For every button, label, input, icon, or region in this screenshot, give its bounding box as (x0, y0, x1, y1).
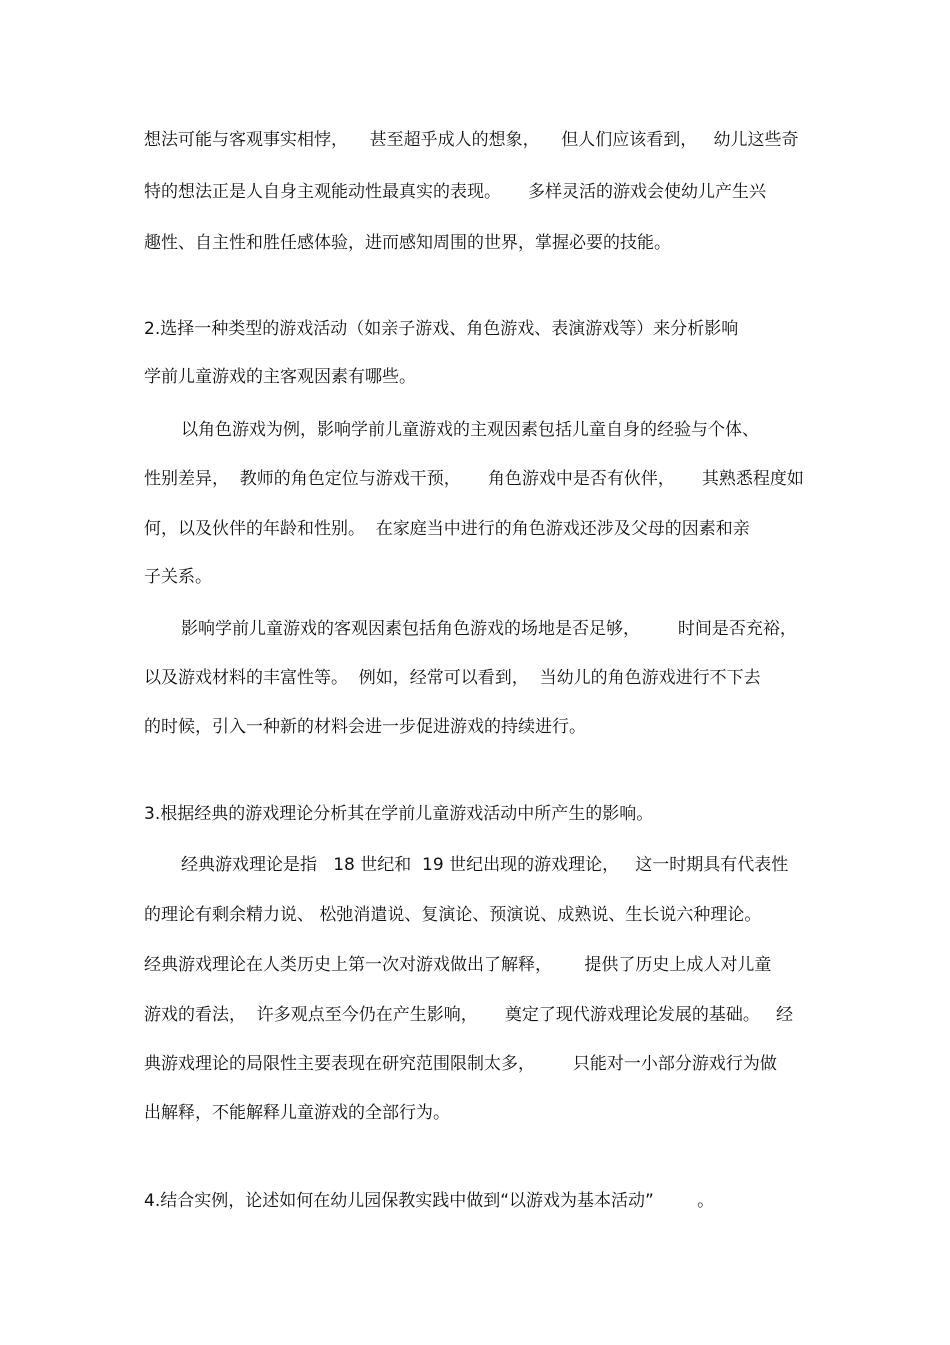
question-heading: 2.选择一种类型的游戏活动（如亲子游戏、角色游戏、表演游戏等）来分析影响 (144, 319, 739, 339)
question-heading: 3.根据经典的游戏理论分析其在学前儿童游戏活动中所产生的影响。 (144, 804, 654, 824)
question-heading: 学前儿童游戏的主客观因素有哪些。 (144, 367, 416, 387)
text-line: 的时候，引入一种新的材料会进一步促进游戏的持续进行。 (144, 717, 586, 737)
text-line: 想法可能与客观事实相悖， 甚至超乎成人的想象， 但人们应该看到， 幼儿这些奇 (144, 130, 799, 150)
text-line: 以及游戏材料的丰富性等。 例如，经常可以看到， 当幼儿的角色游戏进行不下去 (144, 668, 761, 688)
text-line: 何，以及伙伴的年龄和性别。 在家庭当中进行的角色游戏还涉及父母的因素和亲 (144, 519, 750, 539)
text-line: 子关系。 (144, 567, 212, 587)
text-line: 以角色游戏为例，影响学前儿童游戏的主观因素包括儿童自身的经验与个体、 (181, 420, 759, 440)
text-line: 影响学前儿童游戏的客观因素包括角色游戏的场地是否足够， 时间是否充裕， (181, 619, 797, 639)
text-line: 性别差异， 教师的角色定位与游戏干预， 角色游戏中是否有伙伴， 其熟悉程度如 (144, 469, 804, 489)
question-heading: 4.结合实例，论述如何在幼儿园保教实践中做到“以游戏为基本活动” 。 (144, 1191, 715, 1211)
text-line: 经典游戏理论是指 18 世纪和 19 世纪出现的游戏理论， 这一时期具有代表性 (181, 855, 789, 875)
text-line: 出解释，不能解释儿童游戏的全部行为。 (144, 1103, 450, 1123)
text-line: 趣性、自主性和胜任感体验，进而感知周围的世界，掌握必要的技能。 (144, 233, 671, 253)
text-line: 特的想法正是人自身主观能动性最真实的表现。 多样灵活的游戏会使幼儿产生兴 (144, 182, 767, 202)
text-line: 游戏的看法， 许多观点至今仍在产生影响， 奠定了现代游戏理论发展的基础。 经 (144, 1005, 794, 1025)
text-line: 经典游戏理论在人类历史上第一次对游戏做出了解释， 提供了历史上成人对儿童 (144, 955, 772, 975)
text-line: 典游戏理论的局限性主要表现在研究范围限制太多， 只能对一小部分游戏行为做 (144, 1054, 777, 1074)
text-line: 的理论有剩余精力说、 松弛消遣说、复演论、预演说、成熟说、生长说六种理论。 (144, 905, 762, 925)
